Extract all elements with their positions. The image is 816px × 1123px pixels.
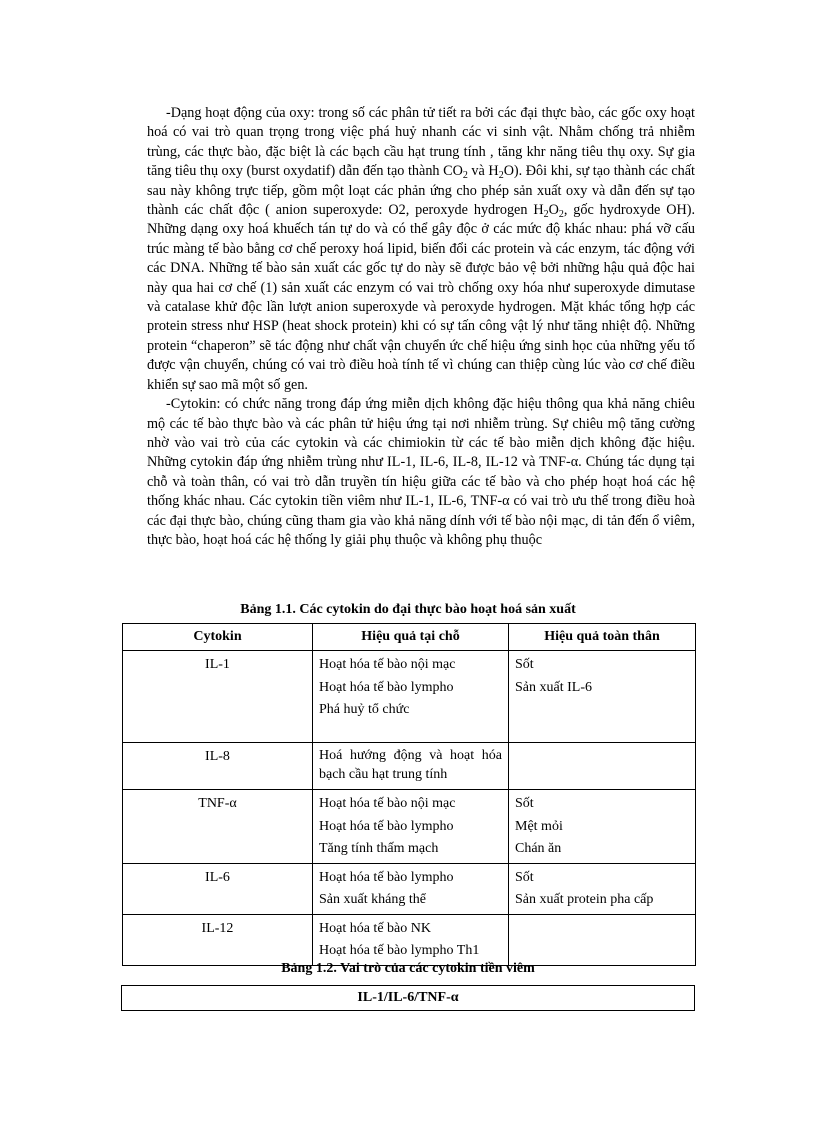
table1-caption: Bảng 1.1. Các cytokin do đại thực bào hoạt hoá sản xuất — [240, 602, 576, 617]
cell-local: Hoạt hóa tế bào nội mạc Hoạt hóa tế bào lympho Tăng tính thấm mạch — [313, 790, 509, 864]
table-row — [123, 743, 696, 790]
header-local-effect: Hiệu quả tại chỗ — [313, 624, 509, 651]
table2-header: IL-1/IL-6/TNF-α — [121, 985, 695, 1011]
paragraph-cytokin: -Cytokin: có chức năng trong đáp ứng miễn dịch không đặc hiệu thông qua khả năng chiêu mộ các tế bào thực bào và các phân tử hiệu ứng tại nơi nhiễm trùng. Sự chiêu mộ tăng cường nhờ vào vai trò của các cytokin và các chimiokin từ các tế bào miễn dịch không đặc hiệu. Những cytokin đáp ứng nhiễm trùng như IL-1, IL-6, IL-8, IL-12 và TNF-α. Chúng tác dụng tại chỗ và toàn thân, có vai trò dẫn truyền tín hiệu giữa các tế bào và cho phép hoạt hoá các hệ thống khác nhau. Các cytokin tiền viêm như IL-1, IL-6, TNF-α có vai trò ưu thế trong điều hoà các đại thực bào, chúng cũng tham gia vào khả năng dính với tế bào nội mạc, di tản đến ổ viêm, thực bào, hoạt hoá các hệ thống ly giải phụ thuộc và không phụ thuộc — [147, 396, 695, 548]
cell-systemic — [509, 914, 696, 965]
cell-cytokin: IL-8 — [123, 743, 313, 790]
table2-caption: Bảng 1.2. Vai trò của các cytokin tiền viêm — [281, 961, 535, 976]
cell-cytokin: IL-6 — [123, 863, 313, 914]
header-systemic-effect: Hiệu quả toàn thân — [509, 624, 696, 651]
table-row — [123, 863, 696, 914]
cell-local: Hoá hướng động và hoạt hóa bạch cầu hạt trung tính — [313, 743, 509, 790]
cell-systemic — [509, 743, 696, 790]
cell-local: Hoạt hóa tế bào lympho Sản xuất kháng thể — [313, 863, 509, 914]
body-text — [147, 104, 695, 550]
table-row — [123, 790, 696, 864]
cell-local: Hoạt hóa tế bào NK Hoạt hóa tế bào lympho Th1 — [313, 914, 509, 965]
header-cytokin: Cytokin — [123, 624, 313, 651]
table-row — [123, 914, 696, 965]
cell-cytokin: TNF-α — [123, 790, 313, 864]
table-header-row — [123, 624, 696, 651]
cell-systemic: Sốt Mệt mỏi Chán ăn — [509, 790, 696, 864]
cell-systemic: Sốt Sản xuất IL-6 — [509, 651, 696, 743]
cell-systemic: Sốt Sản xuất protein pha cấp — [509, 863, 696, 914]
cell-cytokin: IL-12 — [123, 914, 313, 965]
cell-local: Hoạt hóa tế bào nội mạc Hoạt hóa tế bào lympho Phá huỷ tổ chức — [313, 651, 509, 743]
table-row — [123, 651, 696, 743]
cytokin-table — [122, 623, 696, 966]
paragraph-oxygen: -Dạng hoạt động của oxy: trong số các phân tử tiết ra bởi các đại thực bào, các gốc oxy hoạt hoá có vai trò quan trọng trong việc phá huỷ nhanh các vi sinh vật. Nhằm chống trả nhiễm trùng, các thực bào, đặc biệt là các bạch cầu hạt trung tính , tăng khr năng tiêu thụ oxy. Sự gia tăng tiêu thụ oxy (burst oxydatif) dẫn đến tạo thành $CO_2$ và $H_2O$). Đôi khi, sự tạo thành các chất sau này không trực tiếp, gồm một loạt các phản ứng cho phép sản xuất oxy và dẫn đến sự tạo thành các chất độc ( anion superoxyde: O2, peroxyde hydrogen $H_2O_2$, gốc hydroxyde OH). Những dạng oxy hoá khuếch tán tự do và có thể gây độc ở các mức độ khác nhau: phá vỡ cấu trúc màng tế bào bằng cơ chế peroxy hoá lipid, biến đổi các protein và các enzym, tác động với các DNA. Những tế bào sản xuất các gốc tự do này sẽ được bảo vệ bởi những hậu quả độc hai này qua hai cơ chế (1) sản xuất các enzym có vai trò chống oxy hóa như superoxyde dimutase và catalase khử độc lần lượt anion superoxyde và peroxyde hydrogen. Mặt khác tổng hợp các protein stress như HSP (heat shock protein) khi có sự tấn công vật lý như tăng nhiệt độ. Những protein “chaperon” sẽ tác động như chất vận chuyển ức chế hiệu ứng sinh học của những yếu tố được vận chuyển, chúng có vai trò điều hoà tính tế vì chúng can thiệp cùng lúc vào cơ chế điều khiển sự sao mã một số gen. — [147, 105, 696, 393]
cell-cytokin: IL-1 — [123, 651, 313, 743]
